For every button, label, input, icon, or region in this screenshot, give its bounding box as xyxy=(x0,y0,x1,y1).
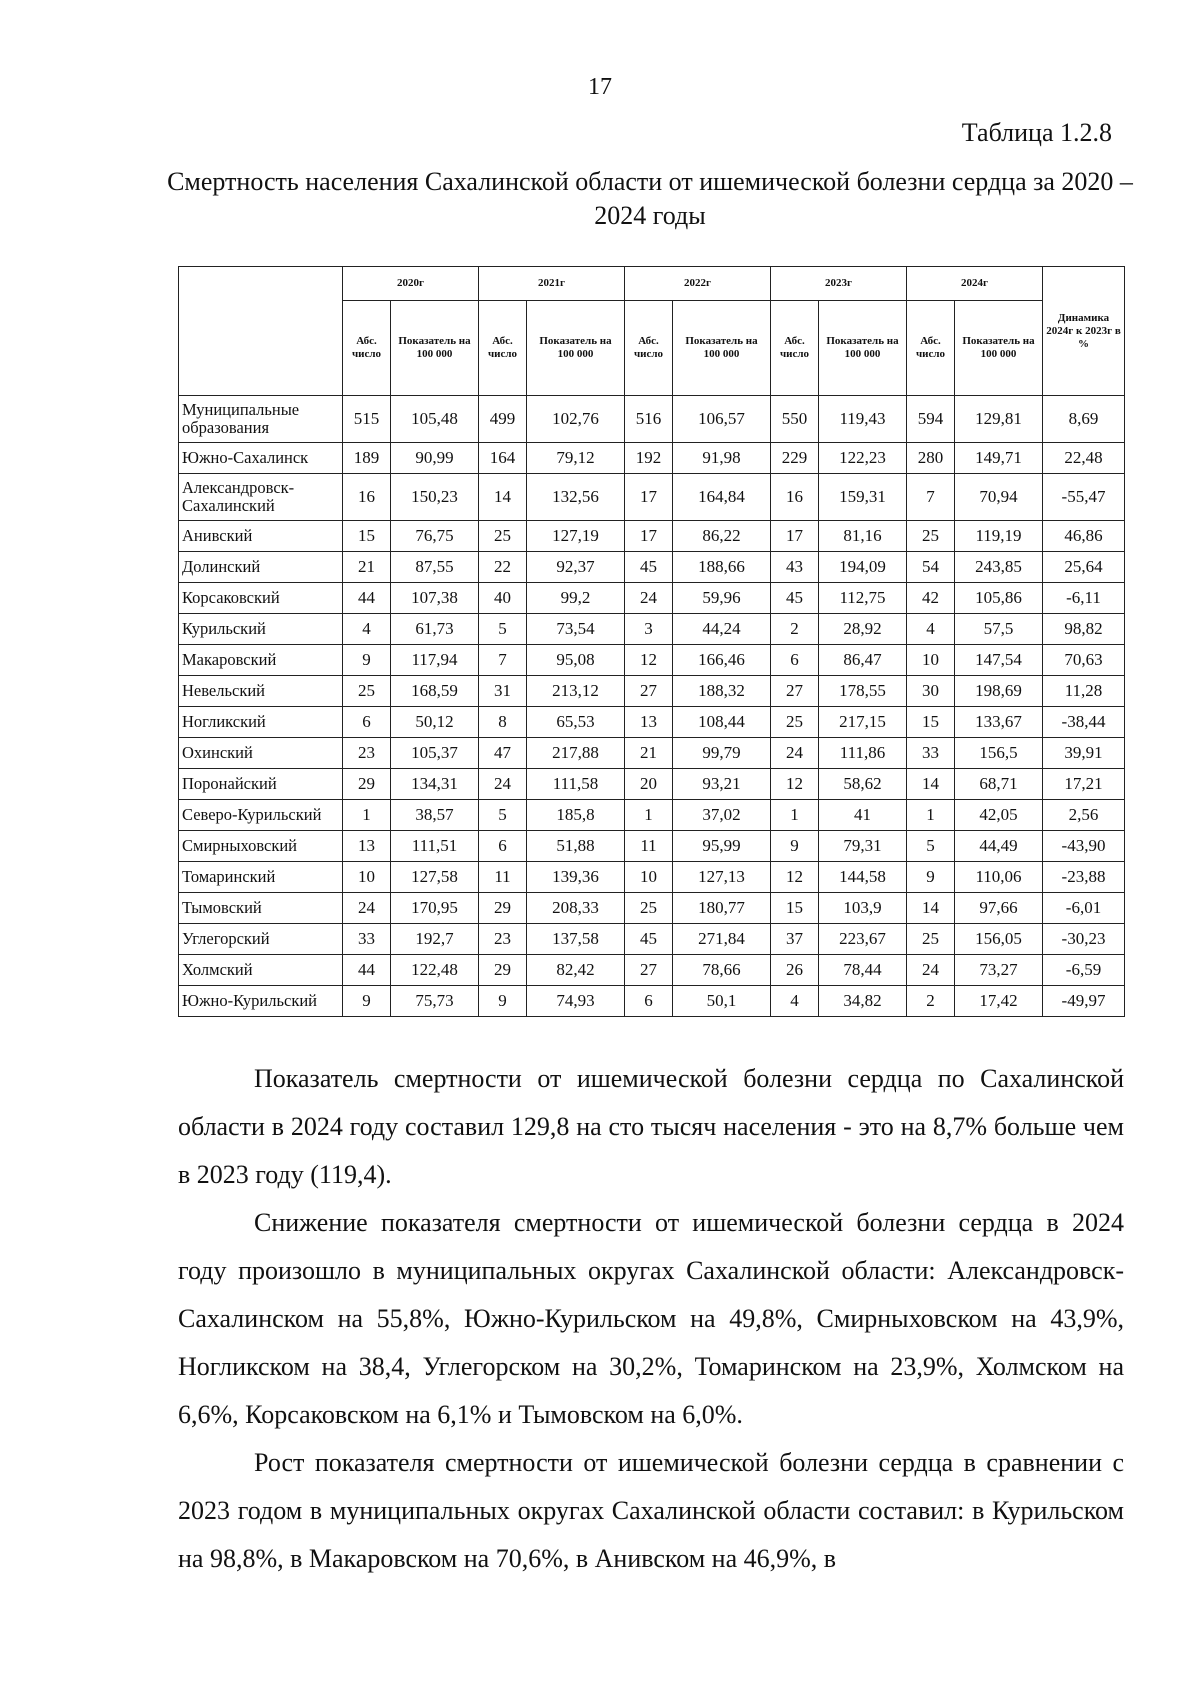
municipality-name: Макаровский xyxy=(179,645,343,676)
rate-cell: 188,32 xyxy=(673,676,771,707)
rate-cell: 213,12 xyxy=(527,676,625,707)
year-header: 2021г xyxy=(479,267,625,301)
abs-number-cell: 25 xyxy=(625,893,673,924)
abs-number-cell: 25 xyxy=(479,521,527,552)
dynamics-cell: -55,47 xyxy=(1043,474,1125,521)
rate-cell: 188,66 xyxy=(673,552,771,583)
table-row xyxy=(179,552,1125,583)
abs-number-cell: 6 xyxy=(343,707,391,738)
municipality-name: Южно-Курильский xyxy=(179,986,343,1017)
rate-cell: 75,73 xyxy=(391,986,479,1017)
abs-number-cell: 16 xyxy=(343,474,391,521)
header-empty-cell xyxy=(179,267,343,396)
abs-number-cell: 33 xyxy=(907,738,955,769)
abs-number-cell: 21 xyxy=(625,738,673,769)
abs-number-cell: 9 xyxy=(771,831,819,862)
abs-number-cell: 14 xyxy=(907,893,955,924)
abs-number-cell: 25 xyxy=(343,676,391,707)
abs-number-cell: 31 xyxy=(479,676,527,707)
table-body xyxy=(179,396,1125,1017)
rate-cell: 102,76 xyxy=(527,396,625,443)
rate-cell: 180,77 xyxy=(673,893,771,924)
rate-cell: 110,06 xyxy=(955,862,1043,893)
municipality-name: Александровск-Сахалинский xyxy=(179,474,343,521)
rate-cell: 93,21 xyxy=(673,769,771,800)
rate-cell: 108,44 xyxy=(673,707,771,738)
rate-cell: 28,92 xyxy=(819,614,907,645)
year-header: 2022г xyxy=(625,267,771,301)
rate-cell: 86,47 xyxy=(819,645,907,676)
table-row xyxy=(179,769,1125,800)
table-row xyxy=(179,645,1125,676)
abs-number-cell: 15 xyxy=(771,893,819,924)
abs-number-cell: 17 xyxy=(625,521,673,552)
rate-cell: 223,67 xyxy=(819,924,907,955)
municipality-name: Анивский xyxy=(179,521,343,552)
dynamics-cell: 2,56 xyxy=(1043,800,1125,831)
abs-number-cell: 13 xyxy=(343,831,391,862)
rate-cell: 127,58 xyxy=(391,862,479,893)
rate-cell: 159,31 xyxy=(819,474,907,521)
abs-number-cell: 45 xyxy=(771,583,819,614)
rate-cell: 79,31 xyxy=(819,831,907,862)
rate-cell: 217,88 xyxy=(527,738,625,769)
year-header: 2024г xyxy=(907,267,1043,301)
rate-cell: 132,56 xyxy=(527,474,625,521)
abs-number-cell: 3 xyxy=(625,614,673,645)
table-row xyxy=(179,521,1125,552)
rate-cell: 156,05 xyxy=(955,924,1043,955)
abs-number-cell: 8 xyxy=(479,707,527,738)
abs-number-header: Абс. число xyxy=(479,301,527,396)
abs-number-cell: 25 xyxy=(907,924,955,955)
abs-number-cell: 44 xyxy=(343,955,391,986)
rate-cell: 73,27 xyxy=(955,955,1043,986)
table-label: Таблица 1.2.8 xyxy=(961,118,1112,147)
municipality-name: Курильский xyxy=(179,614,343,645)
rate-cell: 51,88 xyxy=(527,831,625,862)
abs-number-cell: 499 xyxy=(479,396,527,443)
rate-cell: 44,24 xyxy=(673,614,771,645)
table-row xyxy=(179,862,1125,893)
rate-cell: 122,48 xyxy=(391,955,479,986)
rate-header: Показатель на 100 000 xyxy=(819,301,907,396)
dynamics-cell: 70,63 xyxy=(1043,645,1125,676)
abs-number-cell: 17 xyxy=(771,521,819,552)
abs-number-cell: 9 xyxy=(343,645,391,676)
abs-number-cell: 10 xyxy=(907,645,955,676)
abs-number-cell: 550 xyxy=(771,396,819,443)
abs-number-cell: 14 xyxy=(907,769,955,800)
rate-header: Показатель на 100 000 xyxy=(955,301,1043,396)
abs-number-cell: 594 xyxy=(907,396,955,443)
abs-number-cell: 45 xyxy=(625,924,673,955)
abs-number-cell: 45 xyxy=(625,552,673,583)
abs-number-cell: 10 xyxy=(625,862,673,893)
rate-header: Показатель на 100 000 xyxy=(391,301,479,396)
abs-number-cell: 516 xyxy=(625,396,673,443)
rate-cell: 105,37 xyxy=(391,738,479,769)
abs-number-cell: 27 xyxy=(625,676,673,707)
rate-cell: 150,23 xyxy=(391,474,479,521)
dynamics-cell: 39,91 xyxy=(1043,738,1125,769)
rate-cell: 134,31 xyxy=(391,769,479,800)
rate-cell: 133,67 xyxy=(955,707,1043,738)
abs-number-cell: 42 xyxy=(907,583,955,614)
year-header: 2023г xyxy=(771,267,907,301)
rate-cell: 119,43 xyxy=(819,396,907,443)
rate-cell: 103,9 xyxy=(819,893,907,924)
dynamics-cell: 98,82 xyxy=(1043,614,1125,645)
abs-number-cell: 5 xyxy=(479,800,527,831)
rate-cell: 129,81 xyxy=(955,396,1043,443)
rate-cell: 127,13 xyxy=(673,862,771,893)
abs-number-cell: 29 xyxy=(343,769,391,800)
rate-cell: 76,75 xyxy=(391,521,479,552)
abs-number-cell: 6 xyxy=(625,986,673,1017)
abs-number-cell: 7 xyxy=(479,645,527,676)
dynamics-cell: 25,64 xyxy=(1043,552,1125,583)
abs-number-cell: 6 xyxy=(771,645,819,676)
rate-cell: 111,86 xyxy=(819,738,907,769)
paragraph: Показатель смертности от ишемической болезни сердца по Сахалинской области в 2024 году составил 129,8 на сто тысяч населения - это на 8,7% больше чем в 2023 году (119,4). xyxy=(178,1064,1124,1189)
rate-cell: 168,59 xyxy=(391,676,479,707)
municipality-name: Южно-Сахалинск xyxy=(179,443,343,474)
abs-number-cell: 11 xyxy=(625,831,673,862)
rate-cell: 105,86 xyxy=(955,583,1043,614)
abs-number-cell: 1 xyxy=(907,800,955,831)
paragraph: Снижение показателя смертности от ишемической болезни сердца в 2024 году произошло в муниципальных округах Сахалинской области: Александровск-Сахалинском на 55,8%, Южно-Курильском на 49,8%, Смирныховском на 43,9%, Ногликском на 38,4, Углегорском на 30,2%, Томаринском на 23,9%, Холмском на 6,6%, Корсаковском на 6,1% и Тымовском на 6,0%. xyxy=(178,1208,1124,1429)
rate-cell: 122,23 xyxy=(819,443,907,474)
rate-cell: 65,53 xyxy=(527,707,625,738)
abs-number-cell: 24 xyxy=(907,955,955,986)
abs-number-cell: 15 xyxy=(343,521,391,552)
rate-cell: 50,1 xyxy=(673,986,771,1017)
abs-number-header: Абс. число xyxy=(343,301,391,396)
abs-number-cell: 5 xyxy=(479,614,527,645)
abs-number-cell: 9 xyxy=(343,986,391,1017)
abs-number-cell: 17 xyxy=(625,474,673,521)
rate-cell: 208,33 xyxy=(527,893,625,924)
abs-number-header: Абс. число xyxy=(907,301,955,396)
rate-cell: 73,54 xyxy=(527,614,625,645)
rate-cell: 217,15 xyxy=(819,707,907,738)
municipality-name: Углегорский xyxy=(179,924,343,955)
abs-number-cell: 24 xyxy=(479,769,527,800)
rate-cell: 137,58 xyxy=(527,924,625,955)
rate-cell: 97,66 xyxy=(955,893,1043,924)
abs-number-cell: 4 xyxy=(771,986,819,1017)
abs-number-cell: 515 xyxy=(343,396,391,443)
paragraph: Рост показателя смертности от ишемической болезни сердца в сравнении с 2023 годом в муниципальных округах Сахалинской области составил: в Курильском на 98,8%, в Макаровском на 70,6%, в Анивском на 46,9%, в xyxy=(178,1448,1124,1573)
dynamics-cell: -38,44 xyxy=(1043,707,1125,738)
rate-cell: 198,69 xyxy=(955,676,1043,707)
municipality-name: Ногликский xyxy=(179,707,343,738)
abs-number-cell: 25 xyxy=(907,521,955,552)
municipality-name: Невельский xyxy=(179,676,343,707)
abs-number-cell: 12 xyxy=(771,769,819,800)
table-row xyxy=(179,583,1125,614)
rate-cell: 41 xyxy=(819,800,907,831)
table-row xyxy=(179,800,1125,831)
rate-cell: 78,44 xyxy=(819,955,907,986)
abs-number-cell: 33 xyxy=(343,924,391,955)
rate-header: Показатель на 100 000 xyxy=(527,301,625,396)
table-row xyxy=(179,986,1125,1017)
abs-number-cell: 27 xyxy=(625,955,673,986)
rate-cell: 87,55 xyxy=(391,552,479,583)
rate-cell: 78,66 xyxy=(673,955,771,986)
dynamics-cell: 17,21 xyxy=(1043,769,1125,800)
dynamics-cell: -30,23 xyxy=(1043,924,1125,955)
rate-cell: 17,42 xyxy=(955,986,1043,1017)
abs-number-cell: 40 xyxy=(479,583,527,614)
municipality-name: Тымовский xyxy=(179,893,343,924)
abs-number-header: Абс. число xyxy=(771,301,819,396)
rate-cell: 192,7 xyxy=(391,924,479,955)
rate-cell: 95,99 xyxy=(673,831,771,862)
abs-number-cell: 29 xyxy=(479,893,527,924)
abs-number-cell: 24 xyxy=(771,738,819,769)
abs-number-cell: 2 xyxy=(771,614,819,645)
abs-number-cell: 192 xyxy=(625,443,673,474)
rate-cell: 38,57 xyxy=(391,800,479,831)
abs-number-cell: 43 xyxy=(771,552,819,583)
abs-number-cell: 14 xyxy=(479,474,527,521)
abs-number-cell: 44 xyxy=(343,583,391,614)
dynamics-cell: -6,59 xyxy=(1043,955,1125,986)
municipality-name: Холмский xyxy=(179,955,343,986)
rate-cell: 127,19 xyxy=(527,521,625,552)
rate-cell: 271,84 xyxy=(673,924,771,955)
rate-cell: 50,12 xyxy=(391,707,479,738)
abs-number-cell: 30 xyxy=(907,676,955,707)
abs-number-cell: 22 xyxy=(479,552,527,583)
rate-cell: 34,82 xyxy=(819,986,907,1017)
abs-number-cell: 21 xyxy=(343,552,391,583)
rate-cell: 107,38 xyxy=(391,583,479,614)
dynamics-cell: -43,90 xyxy=(1043,831,1125,862)
rate-cell: 243,85 xyxy=(955,552,1043,583)
table-row xyxy=(179,924,1125,955)
abs-number-cell: 20 xyxy=(625,769,673,800)
abs-number-cell: 5 xyxy=(907,831,955,862)
municipality-name: Охинский xyxy=(179,738,343,769)
rate-cell: 164,84 xyxy=(673,474,771,521)
abs-number-cell: 24 xyxy=(625,583,673,614)
rate-cell: 117,94 xyxy=(391,645,479,676)
table-row xyxy=(179,443,1125,474)
rate-header: Показатель на 100 000 xyxy=(673,301,771,396)
table-row xyxy=(179,831,1125,862)
abs-number-cell: 15 xyxy=(907,707,955,738)
rate-cell: 44,49 xyxy=(955,831,1043,862)
year-header: 2020г xyxy=(343,267,479,301)
rate-cell: 42,05 xyxy=(955,800,1043,831)
abs-number-cell: 23 xyxy=(343,738,391,769)
rate-cell: 147,54 xyxy=(955,645,1043,676)
rate-cell: 105,48 xyxy=(391,396,479,443)
table-header xyxy=(179,267,1125,396)
rate-cell: 57,5 xyxy=(955,614,1043,645)
rate-cell: 79,12 xyxy=(527,443,625,474)
rate-cell: 119,19 xyxy=(955,521,1043,552)
rate-cell: 99,2 xyxy=(527,583,625,614)
rate-cell: 58,62 xyxy=(819,769,907,800)
abs-number-cell: 2 xyxy=(907,986,955,1017)
dynamics-header: Динамика 2024г к 2023г в % xyxy=(1043,267,1125,396)
dynamics-cell: 11,28 xyxy=(1043,676,1125,707)
dynamics-cell: 46,86 xyxy=(1043,521,1125,552)
abs-number-cell: 24 xyxy=(343,893,391,924)
abs-number-cell: 189 xyxy=(343,443,391,474)
rate-cell: 59,96 xyxy=(673,583,771,614)
abs-number-cell: 4 xyxy=(907,614,955,645)
rate-cell: 95,08 xyxy=(527,645,625,676)
rate-cell: 111,58 xyxy=(527,769,625,800)
rate-cell: 149,71 xyxy=(955,443,1043,474)
dynamics-cell: -49,97 xyxy=(1043,986,1125,1017)
abs-number-cell: 12 xyxy=(771,862,819,893)
rate-cell: 139,36 xyxy=(527,862,625,893)
page-number: 17 xyxy=(588,74,612,100)
dynamics-cell: -6,11 xyxy=(1043,583,1125,614)
dynamics-cell: 8,69 xyxy=(1043,396,1125,443)
rate-cell: 170,95 xyxy=(391,893,479,924)
abs-number-cell: 11 xyxy=(479,862,527,893)
abs-number-cell: 1 xyxy=(343,800,391,831)
rate-cell: 156,5 xyxy=(955,738,1043,769)
mortality-table xyxy=(178,266,1125,1017)
abs-number-cell: 12 xyxy=(625,645,673,676)
abs-number-cell: 6 xyxy=(479,831,527,862)
rate-cell: 111,51 xyxy=(391,831,479,862)
table-row xyxy=(179,396,1125,443)
rate-cell: 81,16 xyxy=(819,521,907,552)
rate-cell: 68,71 xyxy=(955,769,1043,800)
municipality-name: Северо-Курильский xyxy=(179,800,343,831)
abs-number-cell: 16 xyxy=(771,474,819,521)
abs-number-cell: 4 xyxy=(343,614,391,645)
abs-number-header: Абс. число xyxy=(625,301,673,396)
table-row xyxy=(179,707,1125,738)
rate-cell: 74,93 xyxy=(527,986,625,1017)
abs-number-cell: 164 xyxy=(479,443,527,474)
abs-number-cell: 47 xyxy=(479,738,527,769)
rate-cell: 185,8 xyxy=(527,800,625,831)
table-row xyxy=(179,676,1125,707)
table-row xyxy=(179,474,1125,521)
abs-number-cell: 25 xyxy=(771,707,819,738)
rate-cell: 61,73 xyxy=(391,614,479,645)
abs-number-cell: 1 xyxy=(625,800,673,831)
rate-cell: 92,37 xyxy=(527,552,625,583)
abs-number-cell: 229 xyxy=(771,443,819,474)
table-row xyxy=(179,893,1125,924)
rate-cell: 86,22 xyxy=(673,521,771,552)
dynamics-cell: -23,88 xyxy=(1043,862,1125,893)
abs-number-cell: 29 xyxy=(479,955,527,986)
rate-cell: 70,94 xyxy=(955,474,1043,521)
municipality-name: Корсаковский xyxy=(179,583,343,614)
table-row xyxy=(179,738,1125,769)
rate-cell: 90,99 xyxy=(391,443,479,474)
abs-number-cell: 10 xyxy=(343,862,391,893)
abs-number-cell: 27 xyxy=(771,676,819,707)
rate-cell: 37,02 xyxy=(673,800,771,831)
abs-number-cell: 54 xyxy=(907,552,955,583)
abs-number-cell: 1 xyxy=(771,800,819,831)
rate-cell: 178,55 xyxy=(819,676,907,707)
rate-cell: 91,98 xyxy=(673,443,771,474)
abs-number-cell: 26 xyxy=(771,955,819,986)
dynamics-cell: 22,48 xyxy=(1043,443,1125,474)
abs-number-cell: 23 xyxy=(479,924,527,955)
municipality-name: Смирныховский xyxy=(179,831,343,862)
dynamics-cell: -6,01 xyxy=(1043,893,1125,924)
rate-cell: 112,75 xyxy=(819,583,907,614)
abs-number-cell: 280 xyxy=(907,443,955,474)
abs-number-cell: 9 xyxy=(907,862,955,893)
abs-number-cell: 13 xyxy=(625,707,673,738)
municipality-name: Муниципальные образования xyxy=(179,396,343,443)
municipality-name: Поронайский xyxy=(179,769,343,800)
table-row xyxy=(179,614,1125,645)
abs-number-cell: 7 xyxy=(907,474,955,521)
municipality-name: Томаринский xyxy=(179,862,343,893)
table-row xyxy=(179,955,1125,986)
municipality-name: Долинский xyxy=(179,552,343,583)
rate-cell: 106,57 xyxy=(673,396,771,443)
rate-cell: 82,42 xyxy=(527,955,625,986)
rate-cell: 194,09 xyxy=(819,552,907,583)
rate-cell: 144,58 xyxy=(819,862,907,893)
rate-cell: 166,46 xyxy=(673,645,771,676)
table-title: Смертность населения Сахалинской области от ишемической болезни сердца за 2020 – 2024 годы xyxy=(167,167,1133,230)
abs-number-cell: 37 xyxy=(771,924,819,955)
abs-number-cell: 9 xyxy=(479,986,527,1017)
rate-cell: 99,79 xyxy=(673,738,771,769)
